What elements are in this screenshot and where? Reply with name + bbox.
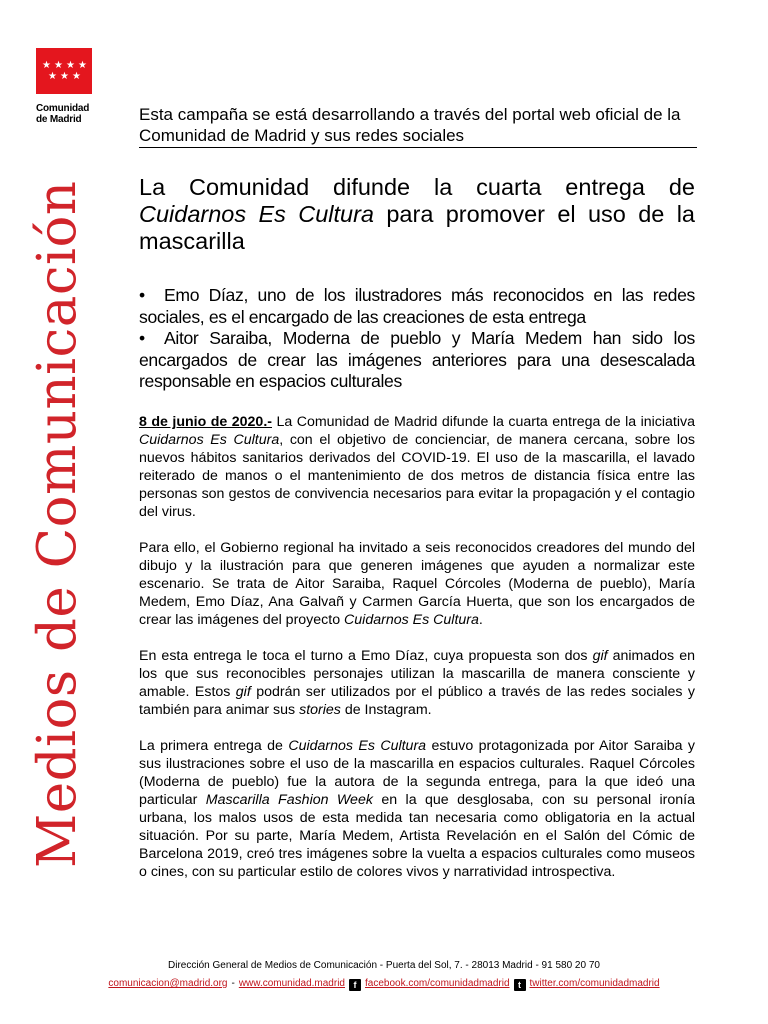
madrid-flag — [36, 48, 92, 94]
headline — [139, 174, 695, 255]
star-icon: ★ — [54, 60, 63, 71]
summary-bullets — [139, 285, 695, 393]
italic-span: stories — [299, 702, 341, 718]
paragraph-3 — [139, 647, 695, 719]
logo-text-line2: de Madrid — [36, 114, 82, 125]
email-link[interactable]: comunicacion@madrid.org — [108, 978, 228, 989]
text-span: . — [478, 612, 483, 628]
facebook-icon: f — [349, 979, 361, 991]
text-span: La primera entrega de — [139, 738, 289, 754]
text-span: Para ello, el Gobierno regional ha invitado a seis reconocidos creadores del mundo del dibujo y la ilustración para que generen imágenes que ayuden a normalizar este escenario. Se trata de Aitor Saraiba, Raquel Córcoles (Moderna de pueblo), María Medem, Emo Díaz, Ana Galvañ y Carmen García Huerta, que son los encargados de crear las imágenes del proyecto — [139, 540, 695, 628]
italic-span: Cuidarnos Es Cultura — [288, 738, 427, 754]
star-icon: ★ — [48, 71, 57, 82]
logo-text — [36, 103, 92, 125]
text-span: estuvo protagonizada por Aitor Saraiba y sus ilustraciones sobre el uso de la mascarilla en espacios culturales. Raquel Córcoles (Moderna de pueblo) fue la autora de la segunda entrega, para la que ideó una particular — [139, 738, 695, 808]
bullet-text: Aitor Saraiba, Moderna de pueblo y María Medem han sido los encargados de crear las imágenes anteriores para una desescalada responsable en espacios culturales — [139, 328, 695, 391]
star-icon: ★ — [42, 60, 51, 71]
paragraph-2 — [139, 539, 695, 629]
star-icon: ★ — [72, 71, 81, 82]
italic-span: Cuidarnos Es Cultura — [344, 612, 479, 628]
text-span: En esta entrega le toca el turno a Emo Díaz, cuya propuesta son dos — [139, 648, 593, 664]
campaign-intro: Esta campaña se está desarrollando a través del portal web oficial de la Comunidad de Madrid y sus redes sociales — [139, 105, 681, 145]
dateline: 8 de junio de 2020.- — [139, 414, 272, 430]
star-icon: ★ — [60, 71, 69, 82]
italic-span: gif — [235, 684, 251, 700]
website-link[interactable]: www.comunidad.madrid — [238, 978, 345, 989]
italic-span: gif — [592, 648, 608, 664]
facebook-link[interactable]: facebook.com/comunidadmadrid — [365, 978, 510, 989]
article-body — [139, 413, 695, 899]
footer-address: Dirección General de Medios de Comunicación - Puerta del Sol, 7. - 28013 Madrid - 91 580 20 70 — [168, 960, 600, 971]
headline-italic: Cuidarnos Es Cultura — [139, 201, 374, 227]
logo-text-line1: Comunidad — [36, 103, 90, 114]
bullet-item — [139, 285, 695, 328]
side-title: Medios de Comunicación — [27, 180, 88, 868]
paragraph-1 — [139, 413, 695, 521]
footer-separator: - — [231, 978, 235, 989]
headline-part1: La Comunidad difunde la cuarta entrega de — [139, 174, 695, 200]
text-span: animados en los que sus reconocibles personajes utilizan la mascarilla de manera consciente y amable. Estos — [139, 648, 695, 700]
text-span: en la que desglosaba, con su personal ironía urbana, los malos usos de esta medida tan necesaria como obligatoria en la actual situación. Por su parte, María Medem, Artista Revelación en el Salón del Cómic de Barcelona 2019, creó tres imágenes sobre la vuelta a espacios culturales como museos o cines, con su particular estilo de colores vivos y narratividad introspectiva. — [139, 792, 695, 880]
text-span: de Instagram. — [340, 702, 432, 718]
text-span: La Comunidad de Madrid difunde la cuarta entrega de la iniciativa — [272, 414, 696, 430]
text-span: podrán ser utilizados por el público a través de las redes sociales y también para animar sus — [139, 684, 695, 718]
comunidad-madrid-logo — [36, 48, 92, 125]
header-divider — [139, 147, 697, 148]
bullet-icon: • — [139, 328, 145, 348]
paragraph-4 — [139, 737, 695, 881]
twitter-link[interactable]: twitter.com/comunidadmadrid — [529, 978, 660, 989]
twitter-icon: t — [514, 979, 526, 991]
star-icon: ★ — [78, 60, 87, 71]
bullet-text: Emo Díaz, uno de los ilustradores más reconocidos en las redes sociales, es el encargado de las creaciones de esta entrega — [139, 285, 695, 327]
italic-span: Cuidarnos Es Cultura — [139, 432, 280, 448]
text-span: , con el objetivo de concienciar, de manera cercana, sobre los nuevos hábitos sanitarios derivados del COVID-19. El uso de la mascarilla, el lavado reiterado de manos o el mantenimiento de dos metros de distancia física entre las personas son gestos de convivencia necesarios para evitar la propagación y el contagio del virus. — [139, 432, 695, 520]
bullet-item — [139, 328, 695, 393]
headline-part2: para promover el uso de la mascarilla — [139, 201, 695, 254]
footer-links — [0, 978, 768, 991]
star-icon: ★ — [66, 60, 75, 71]
italic-span: Mascarilla Fashion Week — [205, 792, 373, 808]
bullet-icon: • — [139, 285, 145, 305]
